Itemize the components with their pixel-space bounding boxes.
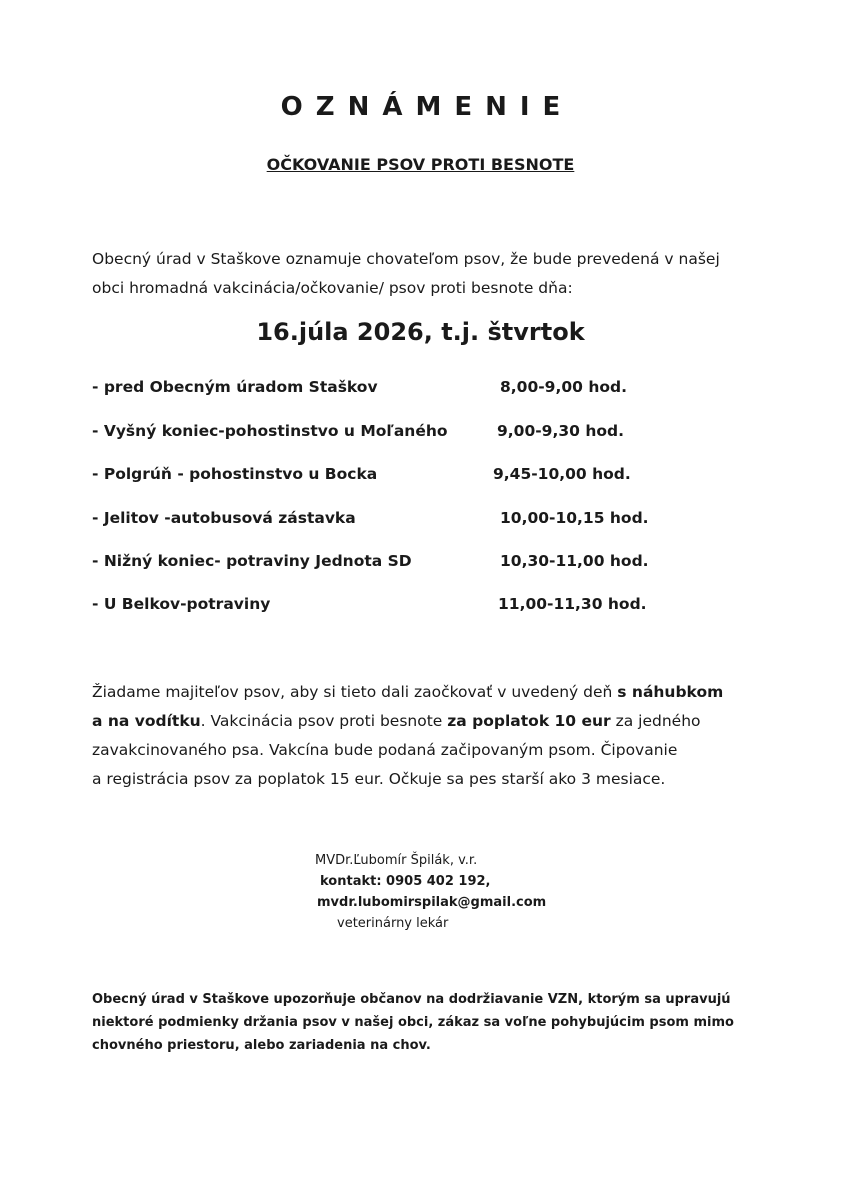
- schedule-location: - U Belkov-potraviny: [92, 595, 271, 613]
- municipal-warning: [92, 988, 752, 1057]
- intro-line: obci hromadná vakcinácia/očkovanie/ psov proti besnote dňa:: [92, 279, 573, 297]
- notice-text: . Vakcinácia psov proti besnote: [200, 712, 448, 730]
- schedule-time: 8,00-9,00 hod.: [500, 378, 627, 396]
- signature-name: MVDr.Ľubomír Špilák, v.r.: [315, 853, 478, 868]
- vaccination-date: 16.júla 2026, t.j. štvrtok: [256, 318, 585, 346]
- schedule-time: 11,00-11,30 hod.: [498, 595, 647, 613]
- warning-line: Obecný úrad v Staškove upozorňuje občanov na dodržiavanie VZN, ktorým sa upravujú: [92, 992, 731, 1007]
- schedule-location: - Nižný koniec- potraviny Jednota SD: [92, 552, 412, 570]
- notice-bold-text: s náhubkom: [617, 683, 724, 701]
- signature-contact: kontakt: 0905 402 192,: [320, 874, 491, 889]
- notice-line: [92, 678, 772, 707]
- schedule-location: - Polgrúň - pohostinstvo u Bocka: [92, 465, 378, 483]
- intro-paragraph: [92, 245, 772, 303]
- notice-bold-text: a na vodítku: [92, 712, 201, 730]
- notice-line: a registrácia psov za poplatok 15 eur. Očkuje sa pes starší ako 3 mesiace.: [92, 770, 666, 788]
- schedule-time: 10,30-11,00 hod.: [500, 552, 649, 570]
- page-title: OZNÁMENIE: [280, 92, 574, 122]
- schedule-location: - Vyšný koniec-pohostinstvo u Moľaného: [92, 422, 448, 440]
- notice-line: zavakcinovaného psa. Vakcína bude podaná začipovaným psom. Čipovanie: [92, 741, 678, 759]
- schedule-time: 9,00-9,30 hod.: [497, 422, 624, 440]
- notice-text: za jedného: [610, 712, 701, 730]
- warning-line: chovného priestoru, alebo zariadenia na chov.: [92, 1038, 431, 1053]
- warning-line: niektoré podmienky držania psov v našej obci, zákaz sa voľne pohybujúcim psom mimo: [92, 1015, 734, 1030]
- schedule-location: - Jelitov -autobusová zástavka: [92, 509, 356, 527]
- schedule-time: 10,00-10,15 hod.: [500, 509, 649, 527]
- notice-bold-text: za poplatok 10 eur: [447, 712, 611, 730]
- notice-text: Žiadame majiteľov psov, aby si tieto dali zaočkovať v uvedený deň: [92, 683, 618, 701]
- notice-line: [92, 707, 772, 736]
- schedule-location: - pred Obecným úradom Staškov: [92, 378, 378, 396]
- owner-notice-paragraph: [92, 678, 772, 794]
- intro-line: Obecný úrad v Staškove oznamuje chovateľom psov, že bude prevedená v našej: [92, 250, 720, 268]
- signature-email: mvdr.lubomirspilak@gmail.com: [317, 895, 547, 910]
- schedule-time: 9,45-10,00 hod.: [493, 465, 631, 483]
- page-subtitle: OČKOVANIE PSOV PROTI BESNOTE: [266, 155, 575, 174]
- signature-role: veterinárny lekár: [337, 916, 449, 931]
- signature-block: [315, 850, 645, 934]
